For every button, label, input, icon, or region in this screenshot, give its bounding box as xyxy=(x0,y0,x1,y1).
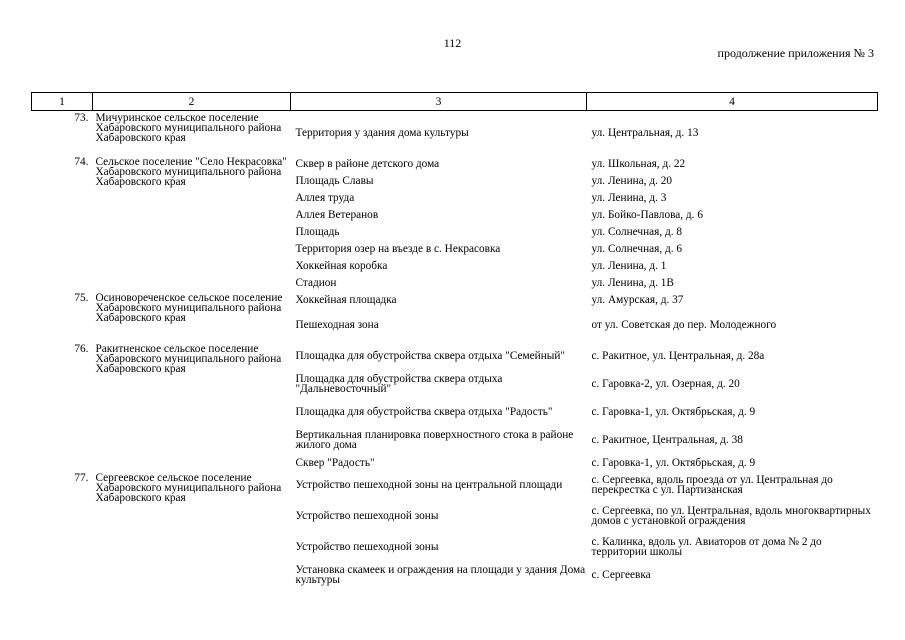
object-address: ул. Ленина, д. 1В xyxy=(591,276,674,289)
object-name: Территория озер на въезде в с. Некрасовка xyxy=(295,242,501,255)
table-row xyxy=(32,155,878,172)
objects-table xyxy=(31,92,878,589)
object-address: от ул. Советская до пер. Молодежного xyxy=(591,319,777,331)
object-address: с. Сергеевка, по ул. Центральная, вдоль многоквартирных домов с установкой ограждения xyxy=(591,505,871,527)
row-number: 74. xyxy=(74,156,89,168)
row-number: 75. xyxy=(74,292,89,304)
object-address: ул. Ленина, д. 3 xyxy=(591,191,667,204)
row-number: 73. xyxy=(74,112,89,124)
object-name: Площадь Славы xyxy=(295,174,374,187)
object-name: Устройство пешеходной зоны на центральной площади xyxy=(295,479,563,491)
object-address: ул. Солнечная, д. 8 xyxy=(591,225,683,238)
municipality-name: Мичуринское сельское поселение Хабаровского муниципального района Хабаровского края xyxy=(95,112,282,144)
object-address: с. Ракитное, Центральная, д. 38 xyxy=(591,434,743,446)
object-address: с. Гаровка-1, ул. Октябрьская, д. 9 xyxy=(591,456,756,469)
object-name: Устройство пешеходной зоны xyxy=(295,510,439,522)
table-header-row xyxy=(32,93,878,111)
object-address: с. Гаровка-2, ул. Озерная, д. 20 xyxy=(591,378,740,390)
object-name: Хоккейная коробка xyxy=(295,259,388,272)
municipality-name: Осиновореченское сельское поселение Хабаровского муниципального района Хабаровского края xyxy=(95,292,283,324)
municipality-name: Ракитненское сельское поселение Хабаровского муниципального района Хабаровского края xyxy=(95,343,282,375)
object-address: ул. Центральная, д. 13 xyxy=(591,127,699,139)
object-name: Хоккейная площадка xyxy=(295,293,397,306)
table-row xyxy=(32,111,878,156)
row-number: 77. xyxy=(74,472,89,484)
object-name: Площадь xyxy=(295,225,340,238)
header-cell-3: 3 xyxy=(291,93,587,111)
object-address: ул. Солнечная, д. 6 xyxy=(591,242,683,255)
municipality-name: Сергеевское сельское поселение Хабаровского муниципального района Хабаровского края xyxy=(95,472,282,504)
object-name: Стадион xyxy=(295,276,337,289)
header-cell-4: 4 xyxy=(587,93,878,111)
object-name: Площадка для обустройства сквера отдыха "Дальневосточный" xyxy=(295,373,503,395)
table-row xyxy=(32,291,878,308)
object-name: Установка скамеек и ограждения на площади у здания Дома культуры xyxy=(295,564,586,586)
object-name: Площадка для обустройства сквера отдыха "Радость" xyxy=(295,406,553,418)
row-number: 76. xyxy=(74,343,89,355)
page-number: 112 xyxy=(443,36,462,50)
object-address: ул. Ленина, д. 1 xyxy=(591,259,667,272)
object-address: ул. Школьная, д. 22 xyxy=(591,157,686,170)
object-address: ул. Амурская, д. 37 xyxy=(591,293,684,306)
object-address: ул. Бойко-Павлова, д. 6 xyxy=(591,208,703,221)
table-row xyxy=(32,471,878,499)
object-address: с. Сергеевка, вдоль проезда от ул. Центральная до перекрестка с ул. Партизанская xyxy=(591,474,833,496)
table-row xyxy=(32,342,878,370)
object-name: Аллея Ветеранов xyxy=(295,208,379,221)
object-name: Вертикальная планировка поверхностного стока в районе жилого дома xyxy=(295,429,574,451)
object-name: Пешеходная зона xyxy=(295,319,379,331)
object-address: с. Калинка, вдоль ул. Авиаторов от дома № 2 до территории школы xyxy=(591,536,822,558)
object-address: с. Гаровка-1, ул. Октябрьская, д. 9 xyxy=(591,406,756,418)
object-address: с. Ракитное, ул. Центральная, д. 28а xyxy=(591,350,765,362)
header-cell-1: 1 xyxy=(32,93,93,111)
object-name: Сквер "Радость" xyxy=(295,456,375,469)
object-name: Сквер в районе детского дома xyxy=(295,157,440,170)
appendix-continuation: продолжение приложения № 3 xyxy=(717,46,874,60)
header-cell-2: 2 xyxy=(93,93,291,111)
object-name: Территория у здания дома культуры xyxy=(295,127,469,139)
municipality-name: Сельское поселение "Село Некрасовка" Хабаровского муниципального района Хабаровского края xyxy=(95,156,287,188)
object-name: Площадка для обустройства сквера отдыха "Семейный" xyxy=(295,350,566,362)
object-address: ул. Ленина, д. 20 xyxy=(591,174,673,187)
object-address: с. Сергеевка xyxy=(591,569,651,581)
object-name: Аллея труда xyxy=(295,191,355,204)
object-name: Устройство пешеходной зоны xyxy=(295,541,439,553)
